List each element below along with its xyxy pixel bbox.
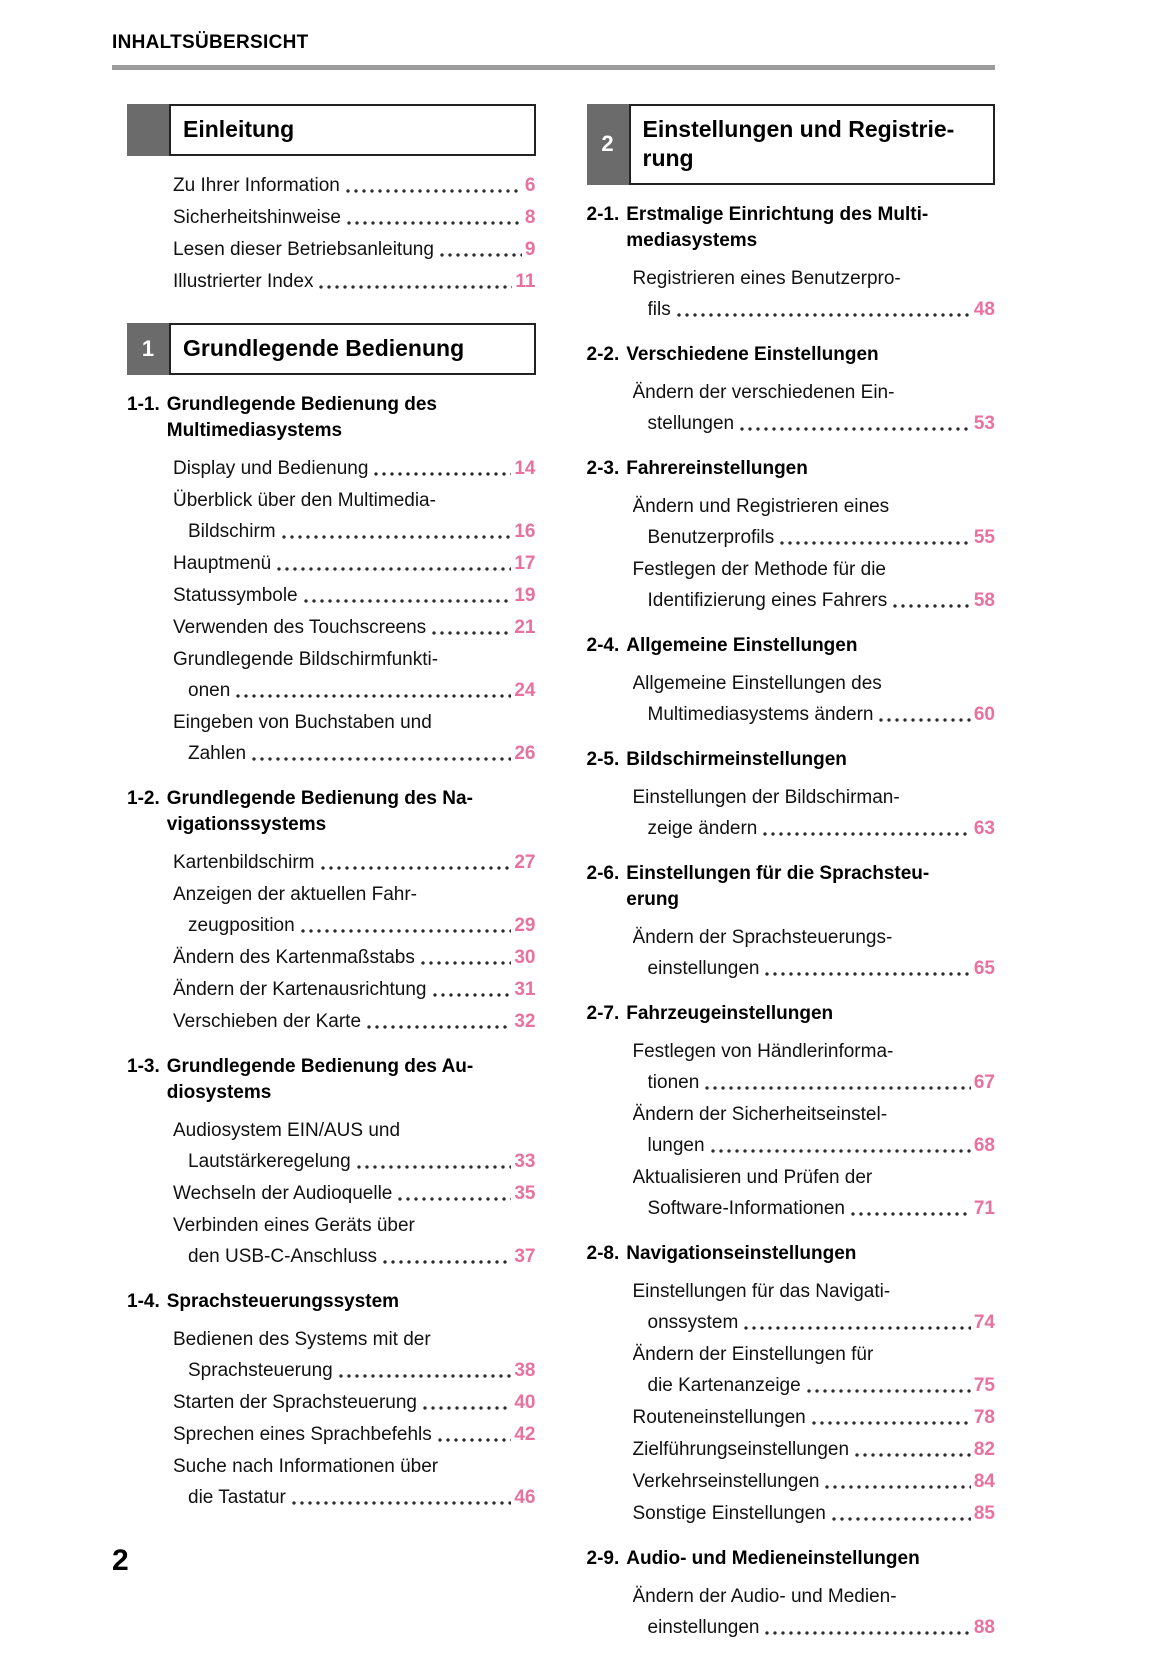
section-title: Einstellungen für die Sprachsteu- erung (626, 862, 930, 910)
toc-entry (587, 668, 996, 730)
toc-entry-label: Display und Bedienung (173, 457, 369, 479)
section-heading (587, 633, 996, 659)
toc-entry-line (173, 738, 536, 769)
page-ref: 38 (514, 1359, 536, 1381)
toc-entry-line: Registrieren eines Benutzerpro- (632, 267, 901, 289)
toc-entry-line (173, 1387, 536, 1418)
dot-leader (778, 522, 971, 553)
toc-entry (127, 879, 536, 941)
toc-entry-label: Illustrierter Index (173, 270, 314, 292)
toc-entry (127, 847, 536, 878)
toc-entry-line: Einstellungen der Bildschirman- (632, 786, 900, 808)
toc-entry-label: zeige ändern (647, 817, 758, 839)
section-title: Erstmalige Einrichtung des Multi- mediasystems (626, 203, 929, 251)
toc-entry-line (173, 1419, 536, 1450)
page-ref: 42 (514, 1423, 536, 1445)
toc-entry-label: fils (647, 298, 671, 320)
page-ref: 29 (514, 914, 536, 936)
toc-entry (587, 1434, 996, 1465)
toc-entry-line (633, 1612, 996, 1643)
toc-entry (127, 1324, 536, 1386)
section-number: 2-8. (586, 1242, 620, 1264)
page-ref: 67 (973, 1071, 995, 1093)
toc-entry (127, 1451, 536, 1513)
page-ref: 14 (514, 457, 536, 479)
toc-entry (127, 974, 536, 1005)
toc-entry (127, 580, 536, 611)
section-heading (587, 1241, 996, 1267)
toc-section (587, 1241, 996, 1529)
toc-entry-label: Verkehrseinstellungen (632, 1470, 820, 1492)
toc-entry-line (633, 1402, 996, 1433)
dot-leader (430, 612, 511, 643)
toc-entry-line (633, 1067, 996, 1098)
section-title: Navigationseinstellungen (626, 1242, 857, 1264)
section-number: 2-5. (586, 748, 620, 770)
section-number: 2-2. (586, 343, 620, 365)
toc-entry-line (633, 1434, 996, 1465)
toc-entry-line: Einstellungen für das Navigati- (632, 1280, 891, 1302)
toc-entry-line: Festlegen der Methode für die (632, 558, 886, 580)
toc-entry-line (173, 202, 536, 233)
dot-leader (436, 1419, 512, 1450)
section-number: 2-7. (586, 1002, 620, 1024)
toc-entry (587, 1498, 996, 1529)
toc-entry-line: Ändern und Registrieren eines (632, 495, 890, 517)
page-ref: 21 (514, 616, 536, 638)
page-ref: 26 (514, 742, 536, 764)
toc-entry-line (633, 585, 996, 616)
toc-entry (587, 377, 996, 439)
dot-leader (355, 1146, 512, 1177)
toc-entry (587, 1036, 996, 1098)
title-rule (112, 65, 995, 70)
page-ref: 75 (973, 1374, 995, 1396)
toc-section (587, 747, 996, 844)
toc-entry-label: die Kartenanzeige (647, 1374, 801, 1396)
toc-section (127, 1054, 536, 1272)
toc-entry-label: Sprachsteuerung (188, 1359, 333, 1381)
dot-leader (763, 1612, 970, 1643)
toc-entry-label: stellungen (647, 412, 735, 434)
section-title: Fahrereinstellungen (626, 457, 808, 479)
toc-entry-label: Verschieben der Karte (173, 1010, 362, 1032)
page-ref: 63 (973, 817, 995, 839)
toc-entry-line (173, 847, 536, 878)
toc-entry-label: Lautstärkeregelung (188, 1150, 351, 1172)
section-heading (587, 456, 996, 482)
toc-entry-line (173, 1355, 536, 1386)
dot-leader (823, 1466, 970, 1497)
toc-entry-line (173, 675, 536, 706)
page-ref: 35 (514, 1182, 536, 1204)
toc-entry (587, 1099, 996, 1161)
toc-entry-line: Verbinden eines Geräts über (173, 1214, 415, 1236)
dot-leader (372, 453, 511, 484)
page-ref: 85 (973, 1502, 995, 1524)
page-ref: 53 (973, 412, 995, 434)
page-ref: 82 (973, 1438, 995, 1460)
section-number: 1-1. (127, 393, 160, 415)
section-heading (127, 786, 536, 838)
page-ref: 65 (973, 957, 995, 979)
toc-section (587, 202, 996, 325)
section-title: Audio- und Medieneinstellungen (626, 1547, 920, 1569)
dot-leader (421, 1387, 511, 1418)
dot-leader (302, 580, 512, 611)
page-ref: 40 (514, 1391, 536, 1413)
toc-entry-label: Benutzerprofils (647, 526, 775, 548)
toc-entry-label: Identifizierung eines Fahrers (647, 589, 888, 611)
toc-entry-label: Starten der Sprachsteuerung (173, 1391, 417, 1413)
toc-entry-line: Ändern der Audio- und Medien- (632, 1585, 897, 1607)
section-title: Verschiedene Einstellungen (626, 343, 879, 365)
page-ref: 46 (514, 1486, 536, 1508)
toc-entry-label: onssystem (647, 1311, 739, 1333)
page-ref: 11 (515, 270, 536, 292)
section-title: Fahrzeugeinstellungen (626, 1002, 834, 1024)
toc-entry-line (633, 1370, 996, 1401)
page-ref: 78 (973, 1406, 995, 1428)
toc-entry (127, 1115, 536, 1177)
dot-leader (319, 847, 512, 878)
dot-leader (675, 294, 971, 325)
toc-entry (587, 1581, 996, 1643)
toc-entry-line (633, 522, 996, 553)
section-title: Sprachsteuerungssystem (166, 1290, 400, 1312)
toc-entry-line (173, 580, 536, 611)
toc-entry-label: Wechseln der Audioquelle (173, 1182, 393, 1204)
toc-entry-line (633, 1498, 996, 1529)
toc-entry-line: Ändern der Sprachsteuerungs- (632, 926, 893, 948)
toc-entry-line: Allgemeine Einstellungen des (632, 672, 882, 694)
section-heading (587, 202, 996, 254)
toc-entry-line (173, 548, 536, 579)
page-ref: 31 (514, 978, 536, 1000)
toc-entry (127, 548, 536, 579)
toc-entry-line (633, 1193, 996, 1224)
toc-entry-line (173, 234, 536, 265)
page-title: INHALTSÜBERSICHT (112, 32, 309, 53)
toc-entry-line: Ändern der Einstellungen für (632, 1343, 874, 1365)
dot-leader (381, 1241, 511, 1272)
section-title: Allgemeine Einstellungen (626, 634, 858, 656)
page-ref: 27 (514, 851, 536, 873)
dot-leader (345, 202, 522, 233)
dot-leader (275, 548, 511, 579)
page-ref: 74 (973, 1311, 995, 1333)
toc-entry-line (633, 408, 996, 439)
toc-entry-line (633, 813, 996, 844)
toc-entry-label: die Tastatur (188, 1486, 286, 1508)
dot-leader (703, 1067, 971, 1098)
page-ref: 58 (973, 589, 995, 611)
dot-leader (365, 1006, 511, 1037)
dot-leader (431, 974, 512, 1005)
page-ref: 8 (524, 206, 536, 228)
toc-entry-line (173, 516, 536, 547)
toc-entry (127, 485, 536, 547)
section-heading (587, 747, 996, 773)
chapter-banner (127, 104, 536, 156)
toc-entry-line: Ändern der verschiedenen Ein- (632, 381, 895, 403)
section-heading (587, 1001, 996, 1027)
toc-section (587, 342, 996, 439)
toc-entry-line (173, 1146, 536, 1177)
toc-entry (587, 554, 996, 616)
section-heading (127, 1054, 536, 1106)
section-heading (127, 1289, 536, 1315)
toc-entry-line (173, 1482, 536, 1513)
section-number: 1-3. (127, 1055, 160, 1077)
toc-entry-line: Audiosystem EIN/AUS und (173, 1119, 401, 1141)
toc-entry-label: Sonstige Einstellungen (632, 1502, 826, 1524)
toc-entry-label: einstellungen (647, 957, 760, 979)
toc-entry-label: Multimediasystems ändern (647, 703, 874, 725)
toc-entry-label: Sicherheitshinweise (173, 206, 341, 228)
toc-entry (587, 263, 996, 325)
chapter-number-tab (127, 104, 169, 156)
toc-entry-line: Ändern der Sicherheitseinstel- (632, 1103, 888, 1125)
section-heading (127, 392, 536, 444)
chapter-title: Grundlegende Bedienung (169, 323, 536, 375)
section-number: 1-4. (127, 1290, 160, 1312)
dot-leader (742, 1307, 971, 1338)
toc-entry-line: Anzeigen der aktuellen Fahr- (173, 883, 417, 905)
toc-entry (587, 491, 996, 553)
page-ref: 6 (524, 174, 536, 196)
page-ref: 9 (524, 238, 536, 260)
section-title: Bildschirmeinstellungen (626, 748, 847, 770)
page-ref: 68 (973, 1134, 995, 1156)
dot-leader (317, 266, 512, 297)
toc-entry-label: Routeneinstellungen (632, 1406, 806, 1428)
toc-entry-label: den USB-C-Anschluss (188, 1245, 378, 1267)
page-ref: 32 (514, 1010, 536, 1032)
toc-entry-line (633, 699, 996, 730)
section-heading (587, 342, 996, 368)
dot-leader (738, 408, 971, 439)
dot-leader (849, 1193, 971, 1224)
toc-entry-label: Zielführungseinstellungen (632, 1438, 850, 1460)
toc-entry-label: Zahlen (188, 742, 247, 764)
toc-entry (127, 202, 536, 233)
dot-leader (810, 1402, 971, 1433)
toc-entry (127, 453, 536, 484)
page-ref: 71 (973, 1197, 995, 1219)
toc-entry-label: Hauptmenü (173, 552, 272, 574)
chapter-banner (587, 104, 996, 185)
toc-entry-label: Ändern der Kartenausrichtung (173, 978, 427, 1000)
toc-entry-line (173, 612, 536, 643)
toc-entry (587, 1276, 996, 1338)
toc-entry-line: Grundlegende Bildschirmfunkti- (173, 648, 439, 670)
dot-leader (419, 942, 512, 973)
page-ref: 48 (973, 298, 995, 320)
chapter-number-tab: 1 (127, 323, 169, 375)
page-ref: 60 (973, 703, 995, 725)
toc-entry-label: onen (188, 679, 231, 701)
toc-entry-label: Ändern des Kartenmaßstabs (173, 946, 415, 968)
dot-leader (891, 585, 971, 616)
toc-section (127, 1289, 536, 1513)
page-ref: 19 (514, 584, 536, 606)
dot-leader (761, 813, 970, 844)
dot-leader (344, 170, 522, 201)
chapter-title: Einstellungen und Registrie- rung (629, 104, 996, 185)
page-ref: 84 (973, 1470, 995, 1492)
toc-entry (127, 1419, 536, 1450)
page-ref: 55 (973, 526, 995, 548)
chapter-title: Einleitung (169, 104, 536, 156)
toc-entry (127, 1210, 536, 1272)
toc-entry-line (173, 1178, 536, 1209)
toc-entry (587, 922, 996, 984)
toc-entry-line (173, 266, 536, 297)
toc-entry-label: Sprechen eines Sprachbefehls (173, 1423, 432, 1445)
toc-column-left (127, 100, 536, 1653)
page-ref: 30 (514, 946, 536, 968)
section-number: 2-3. (586, 457, 620, 479)
toc-entry-line: Eingeben von Buchstaben und (173, 711, 432, 733)
toc-entry (127, 612, 536, 643)
toc-entry-line (633, 953, 996, 984)
toc-entry (127, 1387, 536, 1418)
dot-leader (337, 1355, 512, 1386)
toc-entry-line (173, 910, 536, 941)
toc-entry (587, 1162, 996, 1224)
footer-page-number: 2 (112, 1544, 129, 1577)
section-title: Grundlegende Bedienung des Au- diosystems (166, 1055, 474, 1103)
toc-entry (127, 942, 536, 973)
toc-entry-line: Bedienen des Systems mit der (173, 1328, 431, 1350)
section-heading (587, 1546, 996, 1572)
toc-entry-label: tionen (647, 1071, 700, 1093)
toc-entry (587, 782, 996, 844)
page-ref: 33 (514, 1150, 536, 1172)
toc-entry-label: einstellungen (647, 1616, 760, 1638)
section-number: 2-4. (586, 634, 620, 656)
toc-entry (127, 234, 536, 265)
toc-entry-line: Aktualisieren und Prüfen der (632, 1166, 873, 1188)
toc-section (587, 633, 996, 730)
toc-entry-label: Statussymbole (173, 584, 298, 606)
dot-leader (830, 1498, 971, 1529)
toc-entry-label: Zu Ihrer Information (173, 174, 340, 196)
dot-leader (250, 738, 511, 769)
toc-entry-label: Bildschirm (188, 520, 276, 542)
dot-leader (299, 910, 512, 941)
toc-section (587, 1001, 996, 1224)
toc-entry-line (633, 1307, 996, 1338)
section-heading (587, 861, 996, 913)
chapter-banner (127, 323, 536, 375)
toc-entry-line (173, 942, 536, 973)
toc-entry-line (633, 294, 996, 325)
dot-leader (877, 699, 970, 730)
toc-entry (587, 1339, 996, 1401)
toc-entry-label: Lesen dieser Betriebsanleitung (173, 238, 434, 260)
toc-entry (587, 1402, 996, 1433)
toc-entry (127, 266, 536, 297)
toc-entry-line (173, 453, 536, 484)
toc-section (127, 392, 536, 769)
toc-entry (587, 1466, 996, 1497)
chapter-number-tab: 2 (587, 104, 629, 185)
dot-leader (290, 1482, 511, 1513)
page-ref: 16 (514, 520, 536, 542)
toc-entry (127, 1006, 536, 1037)
toc-entry-line (173, 1241, 536, 1272)
toc-entry-label: Verwenden des Touchscreens (173, 616, 427, 638)
toc-section (587, 1546, 996, 1643)
toc-section (587, 861, 996, 984)
page-ref: 37 (514, 1245, 536, 1267)
dot-leader (234, 675, 511, 706)
toc-entry-label: Software-Informationen (647, 1197, 845, 1219)
toc-entry-label: Kartenbildschirm (173, 851, 315, 873)
page-ref: 17 (514, 552, 536, 574)
toc-entry (127, 170, 536, 201)
dot-leader (853, 1434, 971, 1465)
toc-entry-line (173, 1006, 536, 1037)
section-number: 1-2. (127, 787, 160, 809)
dot-leader (280, 516, 512, 547)
toc-entry-line: Suche nach Informationen über (173, 1455, 439, 1477)
section-number: 2-1. (586, 203, 620, 225)
page-ref: 24 (514, 679, 536, 701)
toc-entry-line (173, 170, 536, 201)
page-ref: 88 (973, 1616, 995, 1638)
toc-section (127, 170, 536, 297)
toc-entry-line: Überblick über den Multimedia- (173, 489, 436, 511)
toc-section (127, 786, 536, 1037)
section-title: Grundlegende Bedienung des Na- vigationssystems (166, 787, 473, 835)
dot-leader (805, 1370, 971, 1401)
toc-column-right (587, 100, 996, 1653)
toc-section (587, 456, 996, 616)
toc-entry (127, 644, 536, 706)
dot-leader (396, 1178, 511, 1209)
toc-columns (127, 100, 995, 1653)
toc-entry-line: Festlegen von Händlerinforma- (632, 1040, 894, 1062)
section-title: Grundlegende Bedienung des Multimediasystems (166, 393, 437, 441)
dot-leader (709, 1130, 971, 1161)
section-number: 2-6. (586, 862, 620, 884)
toc-entry (127, 707, 536, 769)
toc-entry-line (633, 1466, 996, 1497)
toc-entry (127, 1178, 536, 1209)
toc-entry-label: lungen (647, 1134, 705, 1156)
dot-leader (763, 953, 970, 984)
toc-entry-label: zeugposition (188, 914, 295, 936)
toc-entry-line (633, 1130, 996, 1161)
toc-entry-line (173, 974, 536, 1005)
section-number: 2-9. (586, 1547, 620, 1569)
dot-leader (438, 234, 522, 265)
